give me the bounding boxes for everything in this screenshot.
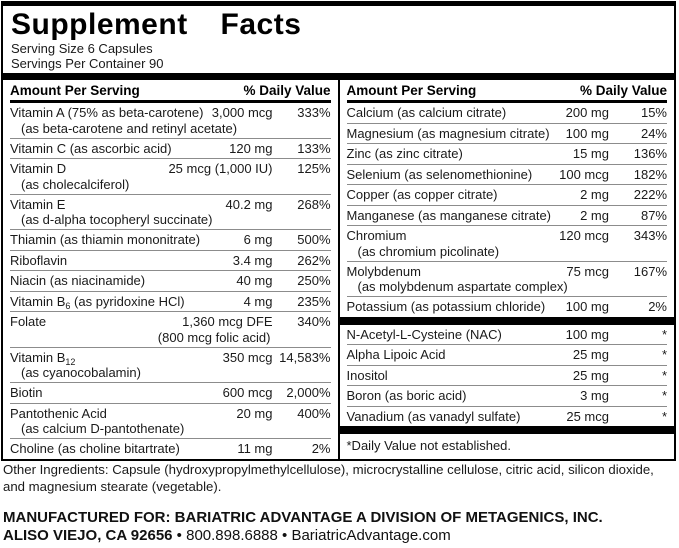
nutrient-name: Chromium: [346, 228, 407, 243]
section-divider-bar: [340, 426, 675, 434]
table-row: [347, 325, 668, 346]
nutrient-name: Vitamin C (as ascorbic acid): [10, 140, 172, 156]
nutrient-amount: 3,000 mcg: [211, 105, 273, 120]
nutrient-daily-value: 343%: [633, 228, 667, 243]
header-divider-bar: [3, 73, 674, 80]
nutrient-daily-value: 2%: [648, 299, 667, 314]
nutrient-daily-value: *: [661, 408, 667, 424]
table-row: [347, 165, 668, 186]
nutrient-name: Thiamin (as thiamin mononitrate): [10, 232, 201, 247]
nutrient-daily-value: *: [661, 326, 667, 342]
table-row-main: [347, 347, 668, 363]
nutrient-name: Pantothenic Acid: [10, 405, 107, 421]
daily-value-header: % Daily Value: [243, 83, 331, 98]
nutrient-amount: 2 mg: [580, 207, 609, 223]
nutrient-name: Molybdenum: [346, 263, 421, 279]
table-row: [347, 226, 668, 262]
table-row: [10, 139, 331, 160]
nutrient-daily-value: 182%: [633, 166, 667, 182]
nutrient-amount: 25 mg: [572, 367, 609, 383]
nutrient-amount: 20 mg: [236, 405, 273, 421]
nutrient-name: Choline (as choline bitartrate): [10, 441, 180, 456]
nutrient-amount: 11 mg: [237, 441, 273, 456]
table-row: [10, 159, 331, 195]
panel-header: [3, 6, 674, 73]
nutrient-name: N-Acetyl-L-Cysteine (NAC): [346, 326, 502, 342]
nutrient-name: Vitamin $B_{12}$: [10, 349, 76, 367]
right-rows-minerals: [347, 103, 668, 317]
table-row-main: [347, 327, 668, 343]
table-row-main: [347, 228, 668, 244]
serving-size-text: Serving Size 6 Capsules: [11, 41, 153, 56]
nutrient-amount: 100 mcg: [559, 166, 609, 182]
manufacturer-address: ALISO VIEJO, CA 92656: [3, 527, 173, 544]
nutrient-amount: 25 mcg: [566, 408, 609, 424]
table-row: [10, 439, 331, 459]
manufacturer-contact: • 800.898.6888 • BariatricAdvantage.com: [172, 527, 451, 544]
table-row-main: [347, 368, 668, 384]
nutrient-amount: 40 mg: [236, 273, 273, 288]
nutrient-amount: 120 mcg: [559, 228, 609, 243]
table-row: [10, 103, 331, 139]
table-row-main: [10, 197, 331, 213]
nutrient-name: Zinc (as zinc citrate): [346, 146, 463, 161]
nutrient-amount: 600 mcg: [222, 385, 273, 400]
table-row-main: [10, 350, 331, 366]
nutrient-daily-value: 235%: [297, 293, 331, 309]
supplement-facts-panel: [1, 1, 676, 461]
nutrient-amount: 4 mg: [243, 293, 273, 309]
nutrient-amount: 75 mcg: [566, 263, 609, 279]
table-row: [347, 262, 668, 298]
nutrient-name: Vanadium (as vanadyl sulfate): [346, 408, 521, 424]
nutrient-name: Manganese (as manganese citrate): [346, 207, 552, 223]
nutrient-amount: 6 mg: [243, 232, 273, 247]
nutrient-daily-value: 268%: [297, 196, 331, 212]
right-column: [338, 80, 675, 459]
manufacturer-block: [3, 509, 671, 545]
nutrient-amount: 15 mg: [572, 146, 609, 161]
nutrient-amount: 100 mg: [565, 326, 609, 342]
table-row-main: [347, 146, 668, 162]
nutrient-detail: (as calcium D-pantothenate): [21, 421, 185, 436]
daily-value-footnote: *Daily Value not established.: [346, 438, 512, 453]
nutrient-name: Riboflavin: [10, 252, 68, 268]
nutrient-name: Calcium (as calcium citrate): [346, 105, 507, 120]
nutrient-daily-value: *: [661, 367, 667, 383]
right-rows-other-ingredients: [347, 325, 668, 427]
table-row-main: [10, 105, 331, 121]
table-row: [10, 383, 331, 404]
table-row: [10, 292, 331, 313]
nutrient-name: Vitamin D: [10, 161, 67, 176]
manufacturer-line2: [3, 527, 671, 545]
nutrient-daily-value: 167%: [633, 263, 667, 279]
table-row-main: [347, 409, 668, 425]
table-row: [10, 251, 331, 272]
table-row: [10, 195, 331, 231]
nutrient-amount: 25 mcg (1,000 IU): [168, 161, 273, 176]
nutrient-name: Magnesium (as magnesium citrate): [346, 125, 550, 141]
nutrient-name: Vitamin $B_6$ (as pyridoxine HCl): [10, 293, 185, 311]
table-row-main: [347, 105, 668, 121]
table-row: [347, 185, 668, 206]
table-row-main: [10, 294, 331, 310]
nutrient-amount: 1,360 mcg DFE: [182, 314, 273, 329]
table-row: [347, 366, 668, 387]
section-divider-bar: [340, 317, 675, 325]
nutrient-amount: 2 mg: [580, 187, 609, 202]
table-row-main: [10, 314, 331, 330]
table-row: [10, 312, 331, 348]
table-row-main: [10, 161, 331, 177]
nutrient-daily-value: 250%: [297, 273, 331, 288]
nutrient-amount: 100 mg: [565, 125, 609, 141]
table-row: [347, 297, 668, 317]
nutrient-daily-value: *: [661, 388, 667, 403]
table-row-main: [347, 264, 668, 280]
left-rows: [10, 103, 331, 459]
nutrient-daily-value: 2%: [311, 441, 331, 456]
table-row-main: [10, 253, 331, 269]
table-row-main: [347, 208, 668, 224]
nutrient-detail: (as chromium picolinate): [357, 243, 500, 259]
nutrient-name: Vitamin A (75% as beta-carotene): [10, 105, 204, 120]
nutrient-name: Selenium (as selenomethionine): [346, 166, 533, 182]
table-row-main: [10, 441, 331, 457]
table-row: [10, 271, 331, 292]
nutrient-daily-value: 500%: [297, 232, 331, 247]
nutrient-amount: 120 mg: [229, 140, 273, 156]
table-row-main: [347, 167, 668, 183]
table-row: [347, 206, 668, 227]
nutrient-amount: 200 mg: [565, 105, 609, 120]
table-row-main: [10, 273, 331, 289]
nutrient-daily-value: *: [661, 347, 667, 362]
right-column-header: [347, 80, 668, 103]
nutrient-amount: 25 mg: [572, 347, 609, 362]
table-row: [10, 230, 331, 251]
amount-per-serving-header: Amount Per Serving: [346, 83, 477, 98]
nutrient-columns: [3, 80, 674, 459]
other-ingredients-text: Other Ingredients: Capsule (hydroxypropylmethylcellulose), microcrystalline cellulose, citric acid, silicon dioxide, and magnesium stearate (vegetable).: [3, 462, 654, 494]
table-row: [347, 345, 668, 366]
nutrient-daily-value: 125%: [297, 161, 331, 176]
nutrient-detail: (as cyanocobalamin): [21, 365, 141, 380]
nutrient-amount: 40.2 mg: [225, 196, 273, 212]
table-row-main: [347, 126, 668, 142]
nutrient-daily-value: 340%: [297, 314, 331, 329]
table-row-main: [347, 299, 668, 315]
nutrient-daily-value: 87%: [640, 207, 667, 223]
manufacturer-line1: MANUFACTURED FOR: BARIATRIC ADVANTAGE A DIVISION OF METAGENICS, INC.: [3, 509, 603, 526]
panel-title: Supplement Facts: [11, 8, 302, 41]
table-row-main: [10, 406, 331, 422]
right-column-spacer: [347, 457, 668, 459]
table-row: [347, 124, 668, 145]
daily-value-header: % Daily Value: [579, 83, 667, 98]
nutrient-daily-value: 262%: [297, 252, 331, 268]
nutrient-detail: (as d-alpha tocopheryl succinate): [21, 212, 213, 227]
nutrient-name: Boron (as boric acid): [346, 388, 467, 403]
nutrient-name: Inositol: [346, 367, 388, 383]
table-row: [10, 348, 331, 384]
nutrient-detail: (800 mcg folic acid): [157, 329, 271, 345]
nutrient-daily-value: 400%: [297, 405, 331, 421]
nutrient-name: Biotin: [10, 385, 43, 400]
table-row: [347, 103, 668, 124]
nutrient-amount: 3.4 mg: [232, 252, 273, 268]
nutrient-daily-value: 136%: [633, 146, 667, 161]
nutrient-detail: (as molybdenum aspartate complex): [357, 279, 568, 294]
nutrient-detail: (as beta-carotene and retinyl acetate): [21, 120, 238, 136]
nutrient-daily-value: 333%: [297, 105, 331, 120]
nutrient-daily-value: 222%: [633, 187, 667, 202]
amount-per-serving-header: Amount Per Serving: [10, 83, 140, 98]
table-row-main: [347, 187, 668, 203]
servings-per-container-text: Servings Per Container 90: [11, 56, 164, 71]
nutrient-daily-value: 24%: [640, 125, 667, 141]
table-row: [347, 386, 668, 407]
nutrient-daily-value: 133%: [297, 140, 331, 156]
nutrient-amount: 100 mg: [565, 299, 609, 314]
left-column-header: [10, 80, 331, 103]
nutrient-amount: 350 mcg: [222, 349, 273, 365]
nutrient-daily-value: 2,000%: [286, 385, 331, 400]
table-row: [10, 404, 331, 440]
nutrient-name: Folate: [10, 314, 47, 329]
nutrient-name: Copper (as copper citrate): [346, 187, 498, 202]
nutrient-name: Vitamin E: [10, 196, 66, 212]
table-row-main: [347, 388, 668, 404]
table-row: [347, 144, 668, 165]
table-row-main: [10, 385, 331, 401]
table-row-main: [10, 141, 331, 157]
nutrient-detail: (as cholecalciferol): [21, 176, 130, 192]
nutrient-name: Alpha Lipoic Acid: [346, 347, 446, 362]
nutrient-name: Potassium (as potassium chloride): [346, 299, 546, 314]
nutrient-daily-value: 14,583%: [279, 349, 331, 365]
below-panel: [3, 462, 671, 545]
nutrient-name: Niacin (as niacinamide): [10, 273, 146, 288]
nutrient-daily-value: 15%: [640, 105, 667, 120]
table-row-main: [10, 232, 331, 248]
nutrient-amount: 3 mg: [580, 388, 609, 403]
left-column: [3, 80, 338, 459]
table-row: [347, 407, 668, 427]
